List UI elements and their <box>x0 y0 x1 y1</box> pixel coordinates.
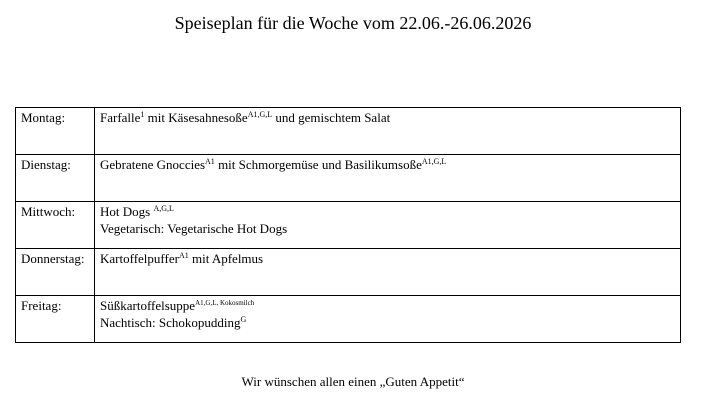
dish-cell-tuesday <box>95 155 681 202</box>
dish-text: mit Schmorgemüse und Basilikumsoße <box>214 157 422 172</box>
table-row-thursday <box>16 249 681 296</box>
dish-text: Süßkartoffelsuppe <box>100 298 196 313</box>
day-label-wednesday: Mittwoch: <box>16 202 95 249</box>
allergen-code: A1,G,L, Kokosmilch <box>195 299 255 307</box>
closing-message: Wir wünschen allen einen „Guten Appetit“ <box>241 374 465 389</box>
allergen-code: A1 <box>205 157 215 166</box>
day-label-thursday: Donnerstag: <box>16 249 95 296</box>
day-label-tuesday: Dienstag: <box>16 155 95 202</box>
allergen-code: A1,G,L <box>421 157 447 166</box>
dish-text: Farfalle <box>100 110 141 125</box>
page-title: Speiseplan für die Woche vom 22.06.-26.06.2026 <box>174 13 532 33</box>
dish-cell-monday <box>95 108 681 155</box>
allergen-code: A1 <box>178 251 189 260</box>
dish-text: mit Käsesahnesoße <box>144 110 248 125</box>
table-row-wednesday <box>16 202 681 249</box>
dish-text: mit Apfelmus <box>188 251 264 266</box>
day-label-friday: Freitag: <box>16 296 95 343</box>
dish-text: und gemischtem Salat <box>272 110 391 125</box>
dessert-text: Nachtisch: Schokopudding <box>100 315 241 330</box>
table-row-friday <box>16 296 681 343</box>
allergen-code: A1,G,L <box>247 110 273 119</box>
dish-cell-friday <box>95 296 681 343</box>
dish-cell-wednesday <box>95 202 681 249</box>
weekly-menu-table <box>15 107 681 343</box>
dish-text: Kartoffelpuffer <box>100 251 179 266</box>
allergen-code: 1 <box>140 110 145 119</box>
table-row-tuesday <box>16 155 681 202</box>
dish-cell-thursday <box>95 249 681 296</box>
dish-text: Hot Dogs <box>100 204 154 219</box>
allergen-code: A,G,L <box>153 204 174 213</box>
vegetarian-option: Vegetarisch: Vegetarische Hot Dogs <box>100 221 288 236</box>
allergen-code: G <box>240 315 247 324</box>
day-label-monday: Montag: <box>16 108 95 155</box>
dish-text: Gebratene Gnoccies <box>100 157 206 172</box>
table-row-monday <box>16 108 681 155</box>
